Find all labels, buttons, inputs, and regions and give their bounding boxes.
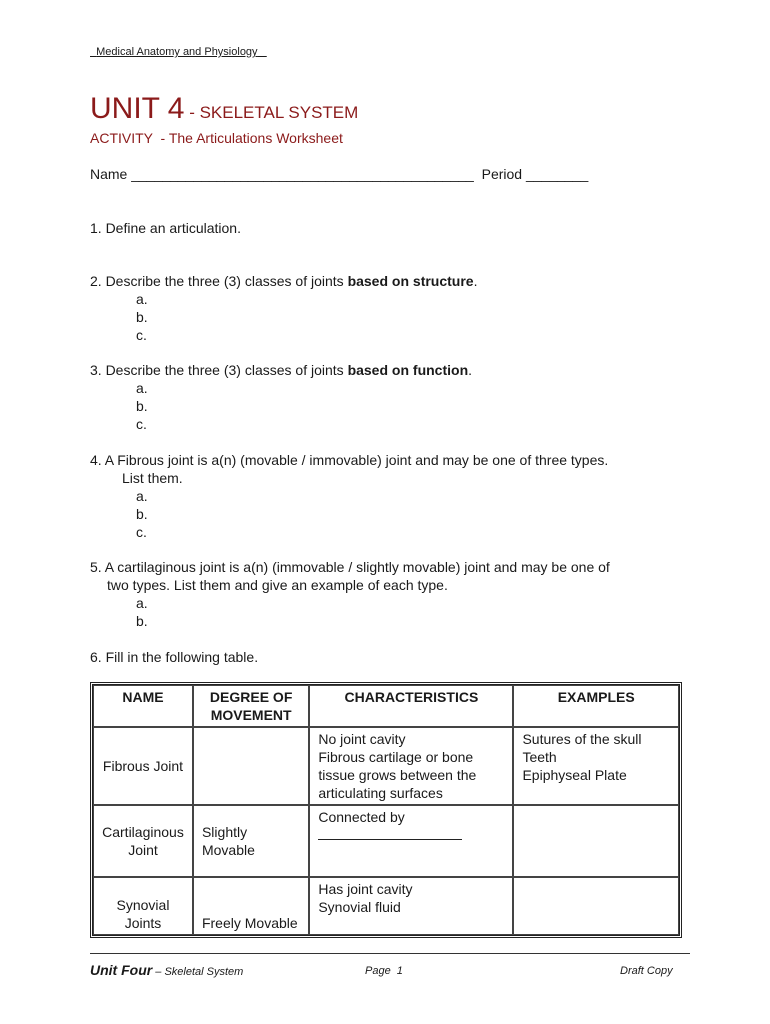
header-characteristics: CHARACTERISTICS <box>309 685 513 727</box>
question-2: 2. Describe the three (3) classes of joints based on structure. a. b. c. <box>90 273 478 343</box>
question-6: 6. Fill in the following table. <box>90 649 259 665</box>
unit-subject: - SKELETAL SYSTEM <box>184 103 359 122</box>
question-4: 4. A Fibrous joint is a(n) (movable / immovable) joint and may be one of three types. List them. a. b. c. <box>90 452 609 540</box>
unit-number: UNIT 4 <box>90 92 185 125</box>
question-3: 3. Describe the three (3) classes of joints based on function. a. b. c. <box>90 362 473 432</box>
fill-in-blank[interactable] <box>318 827 462 840</box>
course-header: Medical Anatomy and Physiology <box>96 46 258 58</box>
footer-unit: Unit Four – Skeletal System <box>90 962 244 978</box>
header-examples: EXAMPLES <box>513 685 679 727</box>
header-degree: DEGREE OF MOVEMENT <box>193 685 309 727</box>
page-title <box>90 92 358 126</box>
row-examples <box>513 877 679 935</box>
table-row <box>93 877 679 935</box>
table-row <box>93 727 679 805</box>
row-characteristics: No joint cavity Fibrous cartilage or bone tissue grows between the articulating surfaces <box>309 727 513 805</box>
name-period-line: Name ____________________________________________ Period ________ <box>90 166 589 182</box>
joint-table <box>90 682 682 938</box>
row-name: Cartilaginous Joint <box>93 805 193 877</box>
row-name: Synovial Joints <box>93 877 193 935</box>
row-degree: Freely Movable <box>193 877 309 935</box>
row-examples <box>513 805 679 877</box>
footer-divider <box>90 953 690 954</box>
footer-page-number: Page 1 <box>365 965 403 977</box>
row-degree: Slightly Movable <box>193 805 309 877</box>
activity-subtitle: ACTIVITY - The Articulations Worksheet <box>90 130 343 146</box>
row-characteristics: Connected by <box>309 805 513 877</box>
row-examples: Sutures of the skull Teeth Epiphyseal Plate <box>513 727 679 805</box>
footer-status: Draft Copy <box>620 965 673 977</box>
row-name: Fibrous Joint <box>93 727 193 805</box>
row-degree <box>193 727 309 805</box>
table-header-row <box>93 685 679 727</box>
table-row <box>93 805 679 877</box>
question-5: 5. A cartilaginous joint is a(n) (immovable / slightly movable) joint and may be one of two types. List them and give an example of each type. a. b. <box>90 559 610 629</box>
question-1: 1. Define an articulation. <box>90 220 241 236</box>
header-name: NAME <box>93 685 193 727</box>
row-characteristics: Has joint cavity Synovial fluid <box>309 877 513 935</box>
